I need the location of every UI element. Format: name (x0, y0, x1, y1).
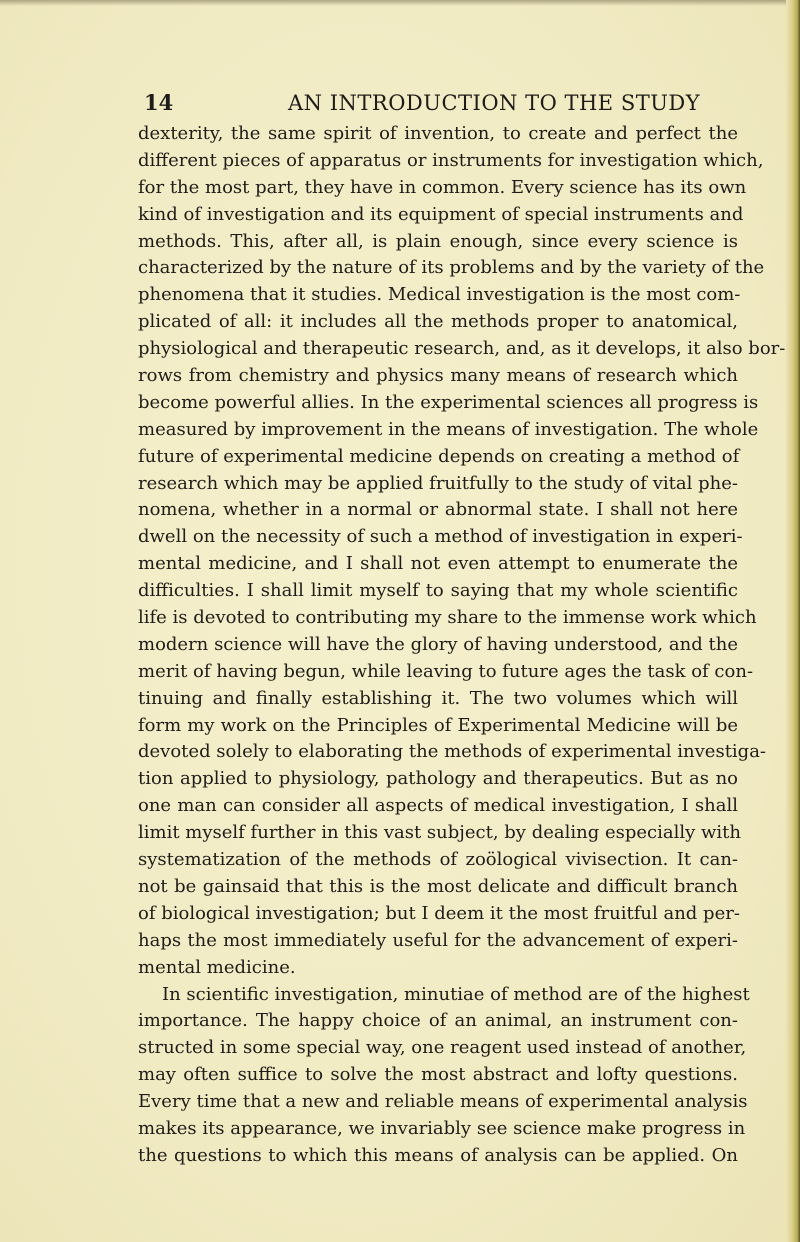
text-line: life is devoted to contributing my share to the immense work which (138, 607, 757, 629)
text-line: phenomena that it studies. Medical investigation is the most com- (138, 284, 741, 306)
body-text (138, 121, 786, 1170)
text-line: become powerful allies. In the experimental sciences all progress is (138, 391, 759, 413)
text-line: mental medicine. (138, 956, 296, 978)
text-line: of biological investigation; but I deem it the most fruitful and per- (138, 902, 740, 924)
running-head: AN INTRODUCTION TO THE STUDY (288, 91, 701, 115)
page-header (128, 88, 734, 118)
text-line: difficulties. I shall limit myself to saying that my whole scientific (138, 580, 738, 602)
text-line: methods. This, after all, is plain enough, since every science is (138, 230, 738, 252)
text-line: plicated of all: it includes all the methods proper to anatomical, (138, 311, 738, 333)
text-line: measured by improvement in the means of investigation. The whole (138, 418, 759, 440)
text-line: the questions to which this means of analysis can be applied. On (138, 1144, 738, 1166)
text-line: tion applied to physiology, pathology and therapeutics. But as no (138, 768, 738, 790)
text-line: future of experimental medicine depends on creating a method of (138, 445, 740, 467)
text-line: for the most part, they have in common. Every science has its own (138, 176, 747, 198)
text-line: different pieces of apparatus or instruments for investigation which, (138, 149, 764, 171)
text-line: haps the most immediately useful for the advancement of experi- (138, 929, 738, 951)
text-line: devoted solely to elaborating the methods of experimental investiga- (138, 741, 767, 763)
text-line: dwell on the necessity of such a method of investigation in experi- (138, 526, 743, 548)
text-line: physiological and therapeutic research, and, as it develops, it also bor- (138, 338, 786, 360)
text-line: nomena, whether in a normal or abnormal state. I shall not here (138, 499, 738, 521)
page-number: 14 (144, 90, 174, 115)
text-line: kind of investigation and its equipment of special instruments and (138, 203, 744, 225)
text-line: modern science will have the glory of having understood, and the (138, 633, 738, 655)
page-edge (786, 0, 800, 1242)
text-line: merit of having begun, while leaving to future ages the task of con- (138, 660, 754, 682)
text-line: structed in some special way, one reagent used instead of another, (138, 1037, 747, 1059)
page-top-shadow (0, 0, 800, 6)
text-line: rows from chemistry and physics many means of research which (138, 365, 738, 387)
text-line: may often suffice to solve the most abstract and lofty questions. (138, 1064, 738, 1086)
text-line: form my work on the Principles of Experimental Medicine will be (138, 714, 738, 736)
text-line: systematization of the methods of zoölogical vivisection. It can- (138, 849, 738, 871)
text-line: In scientific investigation, minutiae of method are of the highest (162, 983, 750, 1005)
text-line: tinuing and finally establishing it. The two volumes which will (138, 687, 738, 709)
text-line: importance. The happy choice of an animal, an instrument con- (138, 1010, 738, 1032)
text-line: research which may be applied fruitfully to the study of vital phe- (138, 472, 738, 494)
text-line: Every time that a new and reliable means of experimental analysis (138, 1091, 748, 1113)
text-line: one man can consider all aspects of medical investigation, I shall (138, 795, 738, 817)
text-line: not be gainsaid that this is the most delicate and difficult branch (138, 875, 738, 897)
text-line: limit myself further in this vast subject, by dealing especially with (138, 822, 741, 844)
text-line: characterized by the nature of its problems and by the variety of the (138, 257, 765, 279)
text-line: dexterity, the same spirit of invention, to create and perfect the (138, 123, 738, 144)
text-line: makes its appearance, we invariably see science make progress in (138, 1117, 746, 1139)
text-line: mental medicine, and I shall not even attempt to enumerate the (138, 553, 738, 575)
